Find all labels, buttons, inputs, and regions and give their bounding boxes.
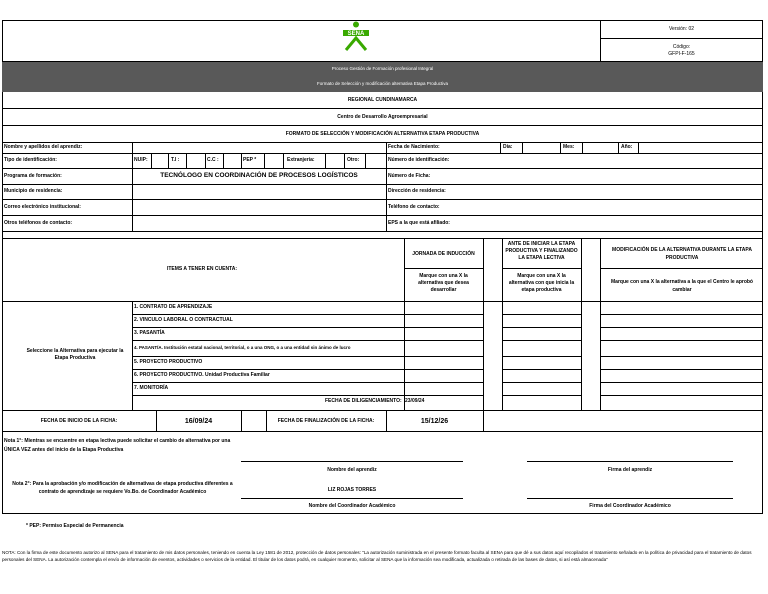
option-4: 4. PASANTÍA. Institución estatal nacional, territorial, o a una ONG, o a una entidad sin ánimo de lucro (134, 345, 351, 350)
col-start-title: ANTE DE INICIAR LA ETAPA PRODUCTIVA Y FINALIZANDO LA ETAPA LECTIVA (505, 241, 578, 261)
cc-label: C.C : (207, 157, 219, 163)
induction-checkboxes[interactable] (405, 302, 482, 395)
option-2: 2. VINCULO LABORAL O CONTRACTUAL (134, 317, 233, 323)
form-title: FORMATO DE SELECCIÓN Y MODIFICACIÓN ALTERNATIVA ETAPA PRODUCTIVA (285, 131, 480, 137)
pep-label: PEP * (243, 157, 257, 163)
apprentice-name-label: Nombre del aprendiz (327, 467, 377, 473)
other-checkbox[interactable] (366, 154, 385, 167)
day-label: Día: (503, 144, 513, 150)
start-date-value[interactable]: 16/09/24 (184, 418, 213, 425)
regional-text: REGIONAL CUNDINAMARCA (347, 97, 418, 103)
fill-date-value[interactable]: 23/09/24 (405, 398, 425, 404)
name-input[interactable] (134, 143, 384, 152)
name-label: Nombre y apellidos del aprendiz: (4, 144, 83, 150)
svg-text:SENA: SENA (347, 31, 365, 37)
option-7: 7. MONITORÍA (134, 385, 169, 391)
ficha-label: Número de Ficha: (388, 173, 431, 179)
items-header: ITEMS A TENER EN CUENTA: (166, 266, 238, 272)
nuip-checkbox[interactable] (152, 154, 167, 167)
foreign-label: Extranjería: (287, 157, 315, 163)
option-6: 6. PROYECTO PRODUCTIVO. Unidad Productiva Familiar (134, 372, 270, 378)
option-1: 1. CONTRATO DE APRENDIZAJE (134, 304, 213, 310)
phone-label: Teléfono de contacto: (388, 204, 440, 210)
fill-date-label: FECHA DE DILIGENCIAMIENTO: (325, 398, 402, 404)
col-modify-note: Marque con una X la alternativa a la que el Centro le aprobó cambiar (611, 279, 753, 293)
col-start-note: Marque con una X la alternativa con que inicia la etapa productiva (508, 273, 575, 293)
coordinator-name-value[interactable]: LIZ ROJAS TORRES (327, 487, 377, 493)
version-text: Versión: 02 (668, 26, 695, 32)
start-date-label: FECHA DE INICIO DE LA FICHA: (40, 418, 118, 424)
col-modify-title: MODIFICACIÓN DE LA ALTERNATIVA DURANTE LA ETAPA PRODUCTIVA (612, 247, 752, 261)
program-value[interactable]: TECNÓLOGO EN COORDINACIÓN DE PROCESOS LOGÍSTICOS (160, 172, 358, 179)
email-label: Correo electrónico institucional: (4, 204, 81, 210)
id-number-label: Número de identificación: (388, 157, 450, 163)
note-1: Nota 1°: Mientras se encuentre en etapa lectiva puede solicitar el cambio de alternativa por una ÚNICA VEZ antes del inicio de la Etapa Productiva (4, 438, 231, 453)
ti-label: T.I : (171, 157, 180, 163)
sena-logo (340, 20, 372, 52)
apprentice-sign-label: Firma del aprendiz (607, 467, 653, 473)
option-3: 3. PASANTÍA (134, 330, 165, 336)
eps-label: EPS a la que está afiliado: (388, 220, 450, 226)
col-induction-title: JORNADA DE INDUCCIÓN (412, 251, 475, 257)
id-type-label: Tipo de identificación: (4, 157, 57, 163)
address-label: Dirección de residencia: (388, 188, 446, 194)
other-phones-label: Otros teléfonos de contacto: (4, 220, 73, 226)
ti-checkbox[interactable] (187, 154, 204, 167)
foreign-checkbox[interactable] (326, 154, 343, 167)
center-text: Centro de Desarrollo Agroempresarial (337, 114, 428, 120)
coordinator-name-label: Nombre del Coordinador Académico (308, 503, 396, 509)
end-date-value[interactable]: 15/12/26 (420, 418, 449, 425)
start-checkboxes[interactable] (503, 302, 580, 395)
coordinator-sign-label: Firma del Coordinador Académico (589, 503, 671, 509)
other-label: Otro: (347, 157, 360, 163)
code-value: GFPI-F-165 (668, 51, 695, 57)
end-date-label: FECHA DE FINALIZACIÓN DE LA FICHA: (277, 418, 375, 424)
year-label: Año: (621, 144, 633, 150)
select-alternative-label: Seleccione la Alternativa para ejecutar la Etapa Productiva (26, 348, 124, 361)
option-5: 5. PROYECTO PRODUCTIVO (134, 359, 203, 365)
legal-note: NOTA: Con la firma de este documento autorizo al SENA para el tratamiento de mis datos personales, teniendo en cuenta la Ley 1581 de 2012, protección de datos personales: "La autorización suministrada en el presente formato faculta al SENA para que dé a sus datos aquí recopilados el tratamiento señalado en la política de privacidad para el tratamiento de datos personales del SENA. La autorización contempla el envío de información de eventos, actividades o servicios de la entidad. El titular de los datos podrá, en cualquier momento, solicitar al SENA que la información sea modificada, actualizada o retirada de las bases de datos, si así está almacenada" (2, 550, 752, 563)
program-label: Programa de formación: (4, 173, 62, 179)
cc-checkbox[interactable] (224, 154, 240, 167)
pep-note: * PEP: Permiso Especial de Permanencia (26, 523, 124, 529)
format-title: Formato de Selección y modificación alternativa Etapa Productiva (316, 81, 449, 86)
note-2: Nota 2°: Para la aprobación y/o modificación de alternativas de etapa productiva diferentes a contrato de aprendizaje se requiere Vo.Bo. de Coordinador Académico (12, 481, 233, 495)
col-induction-note: Marque con una X la alternativa que desea desarrollar (418, 273, 469, 293)
pep-checkbox[interactable] (265, 154, 282, 167)
birth-label: Fecha de Nacimiento: (388, 144, 440, 150)
month-label: Mes: (563, 144, 575, 150)
modify-checkboxes[interactable] (601, 302, 762, 395)
municipality-label: Municipio de residencia: (4, 188, 63, 194)
process-title: Proceso Gestión de Formación profesional Integral (331, 66, 434, 71)
code-label: Código: (672, 44, 691, 50)
nuip-label: NUIP: (134, 157, 148, 163)
